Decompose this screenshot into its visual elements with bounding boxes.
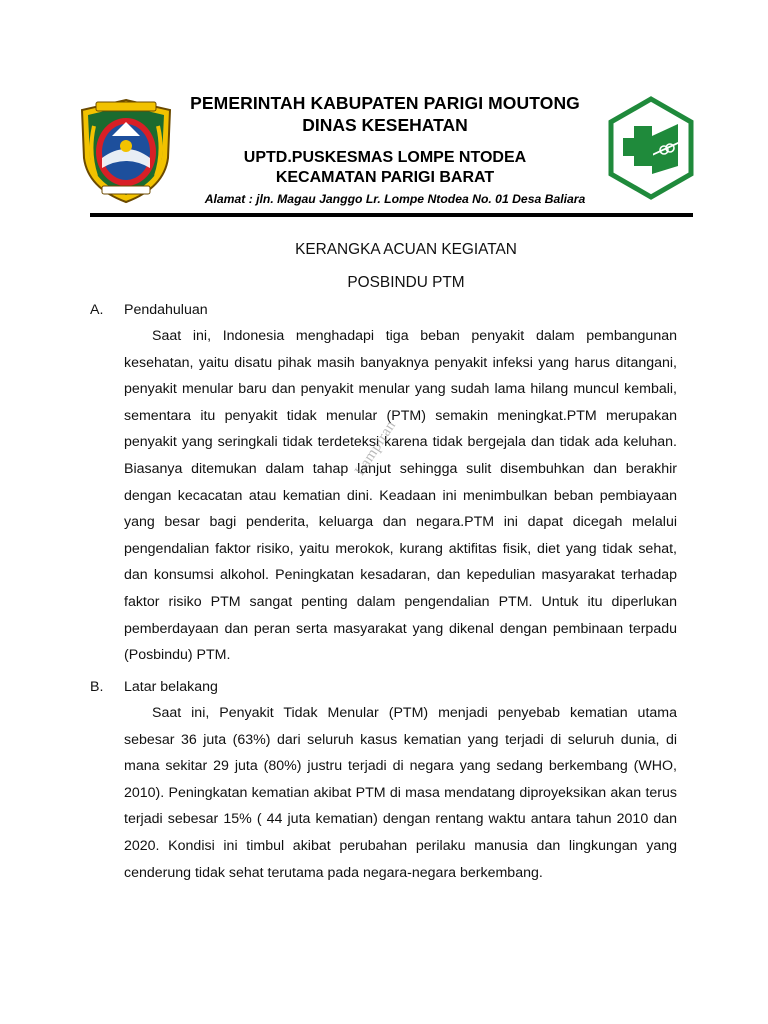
letterhead-government: PEMERINTAH KABUPATEN PARIGI MOUTONG bbox=[190, 93, 580, 113]
section-body-a: Saat ini, Indonesia menghadapi tiga beban penyakit dalam pembangunan kesehatan, yaitu disatu pihak masih banyaknya penyakit infeksi yang harus ditangani, penyakit menular baru dan penyakit menular yang sudah lama hilang muncul kembali, sementara itu penyakit tidak menular (PTM) semakin meningkat.PTM merupakan penyakit yang seringkali tidak terdeteksi karena tidak bergejala dan tidak ada keluhan. Biasanya ditemukan dalam tahap lanjut sehingga sulit disembuhkan dan berakhir dengan kecacatan atau kematian dini. Keadaan ini menimbulkan beban pembiayaan yang besar bagi penderita, keluarga dan negara.PTM ini dapat dicegah melalui pengendalian faktor risiko, yaitu merokok, kurang aktifitas fisik, diet yang tidak sehat, dan konsumsi alkohol. Peningkatan kesadaran, dan kepedulian masyarakat terhadap faktor risiko PTM sangat penting dalam pengendalian PTM. Untuk itu diperlukan pemberdayaan dan peran serta masyarakat yang dikenal dengan pembinaan terpadu (Posbindu) PTM. bbox=[124, 328, 677, 664]
letterhead bbox=[176, 92, 594, 188]
puskesmas-logo-icon bbox=[608, 96, 694, 200]
document-title: KERANGKA ACUAN KEGIATAN bbox=[295, 241, 517, 258]
letterhead-unit: UPTD.PUSKESMAS LOMPE NTODEA bbox=[243, 149, 527, 166]
letterhead-district: KECAMATAN PARIGI BARAT bbox=[275, 169, 495, 186]
section-body-b: Saat ini, Penyakit Tidak Menular (PTM) menjadi penyebab kematian utama sebesar 36 juta (63%) dari seluruh kasus kematian yang terjadi di seluruh dunia, di mana sekitar 29 juta (80%) justru terjadi di negara yang sedang berkembang (WHO, 2010). Peningkatan kematian akibat PTM di masa mendatang diproyeksikan akan terus terjadi sebesar 15% ( 44 juta kematian) dengan rentang waktu antara tahun 2010 dan 2020. Kondisi ini timbul akibat perubahan perilaku manusia dan lingkungan yang cenderung tidak sehat terutama pada negara-negara berkembang. bbox=[124, 705, 677, 881]
section-title: Pendahuluan bbox=[124, 302, 208, 318]
section-letter: A. bbox=[90, 302, 104, 318]
section-heading-a bbox=[90, 302, 208, 318]
section-heading-b bbox=[90, 679, 218, 695]
letterhead-department: DINAS KESEHATAN bbox=[302, 115, 468, 135]
section-letter: B. bbox=[90, 679, 104, 695]
regency-emblem-icon bbox=[72, 96, 180, 206]
letterhead-divider bbox=[90, 213, 693, 217]
section-title: Latar belakang bbox=[124, 679, 218, 695]
document-subtitle: POSBINDU PTM bbox=[347, 274, 465, 291]
watermark: Lampiran bbox=[352, 417, 400, 479]
letterhead-address: Alamat : jln. Magau Janggo Lr. Lompe Ntodea No. 01 Desa Baliara bbox=[204, 192, 586, 206]
